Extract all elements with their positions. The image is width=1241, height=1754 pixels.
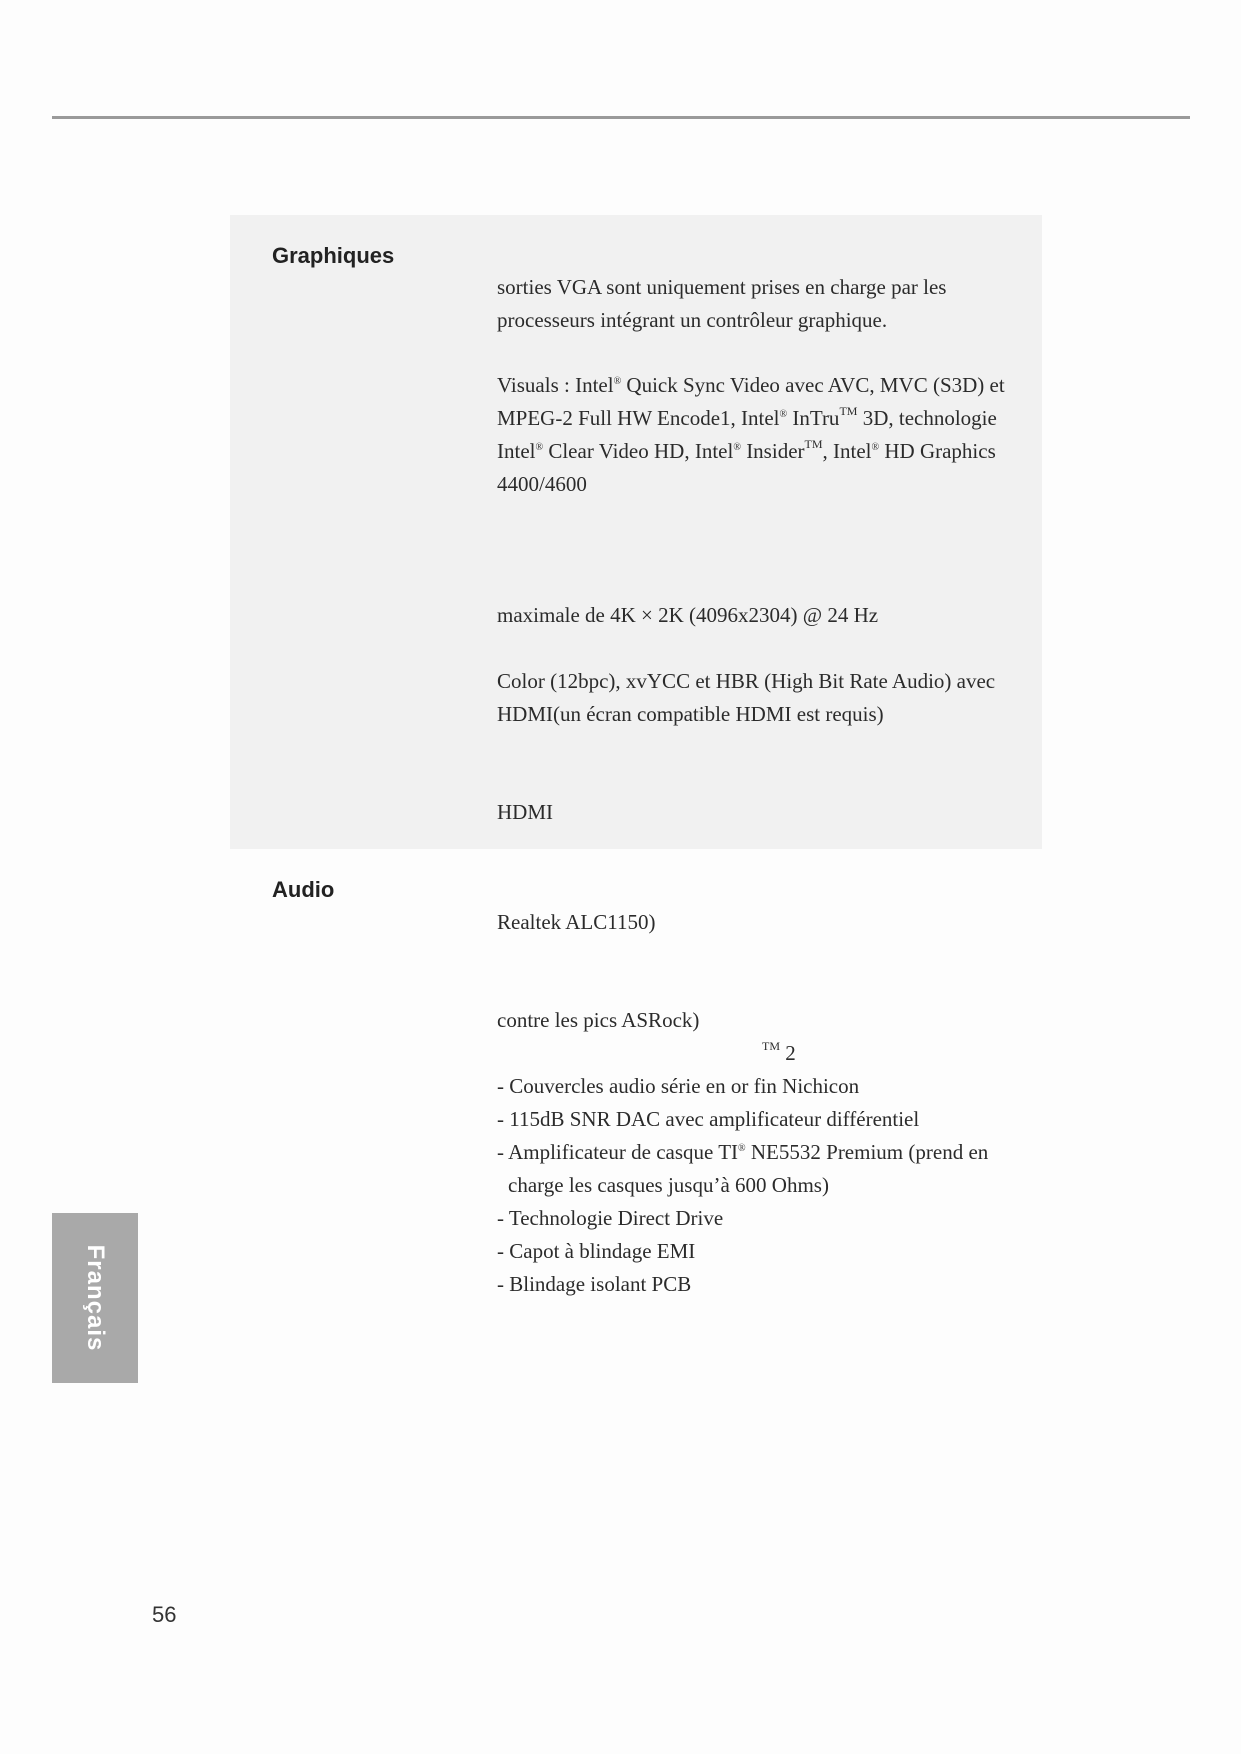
trademark-mark: TM	[762, 1039, 780, 1053]
language-side-tab-label: Français	[82, 1244, 109, 1352]
language-side-tab	[52, 1213, 138, 1383]
audio-bullet-6: - Blindage isolant PCB	[497, 1272, 692, 1296]
registered-mark: ®	[779, 409, 788, 420]
graphics-section-label: Graphiques	[272, 243, 395, 268]
audio-line-1: Realtek ALC1150)	[497, 910, 656, 934]
registered-mark: ®	[733, 442, 741, 453]
graphics-line-7: maximale de 4K × 2K (4096x2304) @ 24 Hz	[497, 603, 879, 627]
graphics-line-1: sorties VGA sont uniquement prises en charge par les	[497, 275, 947, 299]
audio-line-3: ™ 2	[762, 1039, 796, 1065]
graphics-line-6: 4400/4600	[497, 472, 587, 496]
audio-bullet-1: - Couvercles audio série en or fin Nichicon	[497, 1074, 860, 1098]
graphics-line-8: Color (12bpc), xvYCC et HBR (High Bit Rate Audio) avec	[497, 669, 996, 693]
graphics-line-5: Intel® Clear Video HD, Intel® Insider™, Intel® HD Graphics	[497, 437, 996, 463]
graphics-line-9: HDMI(un écran compatible HDMI est requis)	[497, 702, 884, 726]
registered-mark: ®	[613, 376, 622, 387]
graphics-line-2: processeurs intégrant un contrôleur graphique.	[497, 308, 888, 332]
graphics-line-3: Visuals : Intel® Quick Sync Video avec AVC, MVC (S3D) et	[497, 373, 1005, 397]
audio-bullet-5: - Capot à blindage EMI	[497, 1239, 696, 1263]
header-rule	[52, 116, 1190, 119]
registered-mark: ®	[871, 442, 880, 453]
registered-mark: ®	[535, 442, 544, 453]
audio-bullet-4: - Technologie Direct Drive	[497, 1206, 724, 1230]
audio-line-2: contre les pics ASRock)	[497, 1008, 700, 1032]
trademark-mark: TM	[839, 404, 858, 418]
graphics-line-4: MPEG-2 Full HW Encode1, Intel® InTru™ 3D, technologie	[497, 404, 997, 430]
audio-bullet-3-continued: charge les casques jusqu’à 600 Ohms)	[508, 1173, 829, 1197]
registered-mark: ®	[738, 1143, 746, 1154]
trademark-mark: TM	[804, 437, 823, 451]
audio-bullet-3: - Amplificateur de casque TI® NE5532 Premium (prend en	[497, 1140, 989, 1164]
audio-bullet-2: - 115dB SNR DAC avec amplificateur différentiel	[497, 1107, 920, 1131]
page-number: 56	[152, 1602, 177, 1627]
audio-section-label: Audio	[272, 877, 335, 902]
graphics-line-10: HDMI	[497, 800, 553, 824]
